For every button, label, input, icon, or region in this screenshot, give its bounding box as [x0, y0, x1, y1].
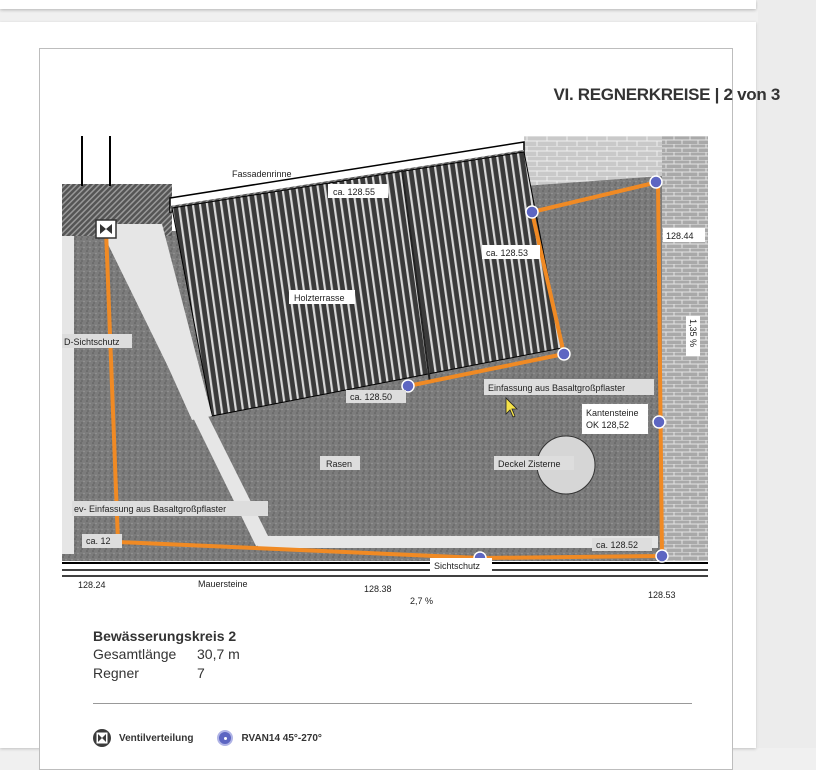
divider [93, 703, 692, 704]
sprinkler-value: 7 [197, 665, 205, 681]
valve-icon [96, 220, 116, 238]
label-kantensteine: Kantensteine [586, 408, 639, 418]
length-label: Gesamtlänge [93, 646, 177, 662]
circuit-heading: Bewässerungskreis 2 [93, 628, 237, 644]
length-value: 30,7 m [197, 646, 240, 662]
brick-wall-right [662, 136, 708, 561]
legend [93, 729, 346, 747]
label-elev-2: ca. 128.53 [486, 248, 529, 258]
label-elev-9: 128.53 [648, 590, 676, 600]
label-einfassung-1: Einfassung aus Basaltgroßpflaster [488, 383, 626, 393]
label-holzterrasse: Holzterrasse [294, 293, 345, 303]
label-elev-5: ca. 12 [86, 536, 111, 546]
sprinkler [558, 348, 570, 360]
label-fassadenrinne: Fassadenrinne [232, 169, 292, 179]
sprinkler [526, 206, 538, 218]
sprinkler [656, 550, 668, 562]
previous-page-card [0, 0, 756, 9]
legend-sprinkler-label: RVAN14 45°-270° [241, 732, 322, 744]
label-kantensteine-ok: OK 128,52 [586, 420, 630, 430]
sprinkler [650, 176, 662, 188]
sprinkler [653, 416, 665, 428]
label-slope: 1,35 % [688, 319, 698, 348]
label-sichtschutz-bottom: Sichtschutz [434, 561, 481, 571]
length-row [93, 645, 240, 664]
legend-sprinkler [217, 730, 321, 746]
page-title: VI. REGNERKREISE | 2 von 3 [553, 85, 780, 104]
label-elev-4: ca. 128.50 [350, 392, 393, 402]
label-rasen: Rasen [326, 459, 353, 469]
valve-legend-icon [93, 729, 111, 747]
label-slope-2: 2,7 % [410, 596, 434, 606]
legend-valve-label: Ventilverteilung [119, 732, 194, 744]
label-elev-3: 128.44 [666, 231, 694, 241]
label-sichtschutz-left: D-Sichtschutz [64, 337, 120, 347]
legend-valve [93, 729, 193, 747]
label-deckel: Deckel Zisterne [498, 459, 561, 469]
label-elev-8: 128.38 [364, 584, 392, 594]
sprinkler-label: Regner [93, 665, 139, 681]
right-panel [758, 0, 816, 748]
label-elev-1: ca. 128.55 [333, 187, 376, 197]
label-mauersteine: Mauersteine [198, 579, 248, 589]
irrigation-plan [62, 136, 708, 606]
label-elev-7: 128.24 [78, 580, 106, 590]
sprinkler-legend-icon [217, 730, 233, 746]
circuit-info [93, 628, 240, 683]
label-elev-6: ca. 128.52 [596, 540, 639, 550]
label-einfassung-2: ev- Einfassung aus Basaltgroßpflaster [74, 504, 227, 514]
sprinkler-row [93, 664, 240, 683]
